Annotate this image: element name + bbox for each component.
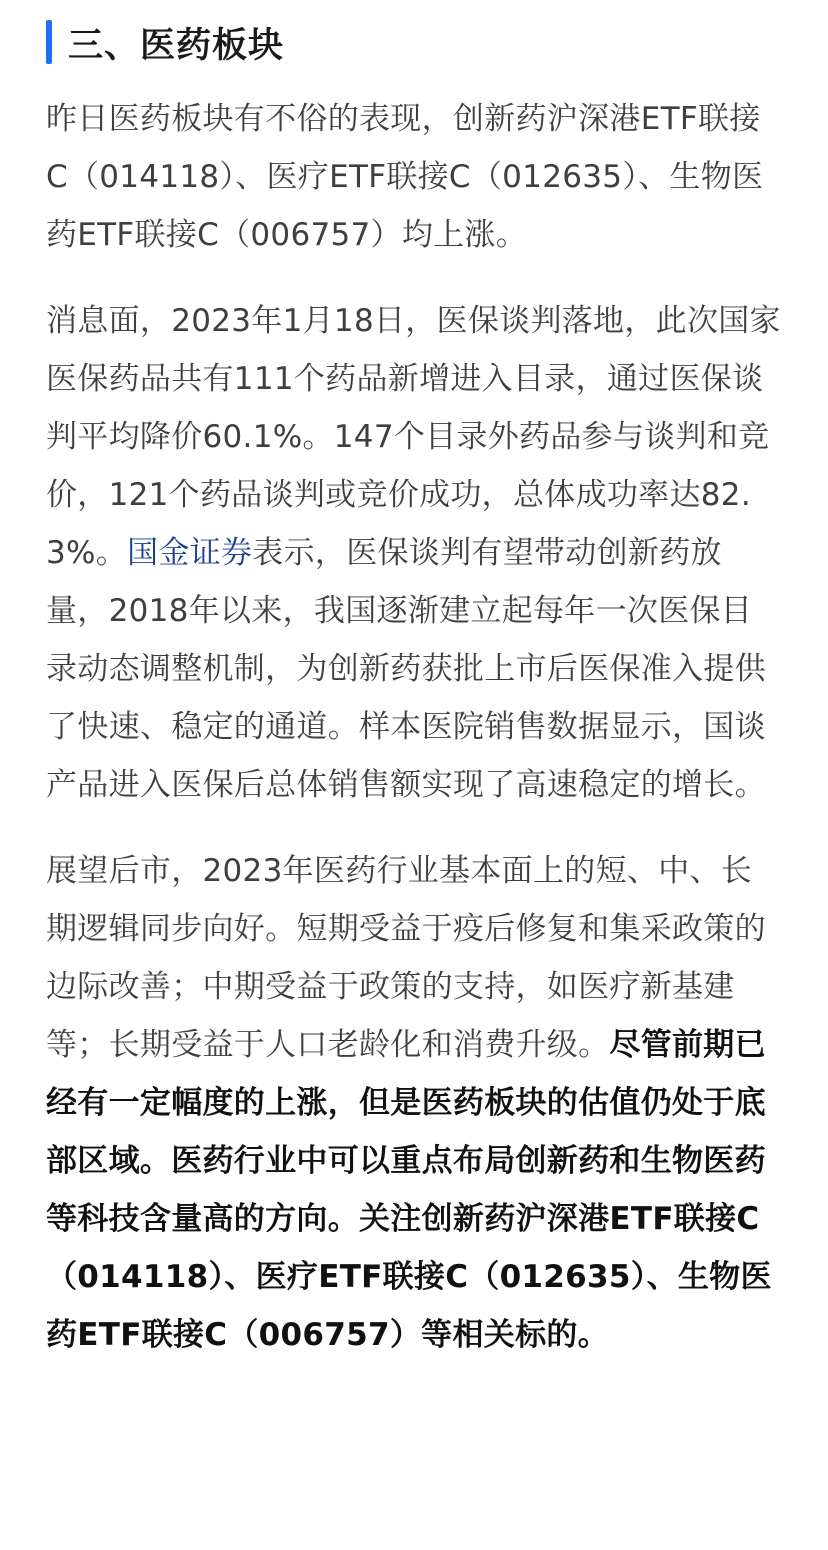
paragraph-news-text-2: 表示，医保谈判有望带动创新药放量，2018年以来，我国逐渐建立起每年一次医保目录动态调整机制，为创新药获批上市后医保准入提供了快速、稳定的通道。样本医院销售数据显示，国谈产品进入医保后总体销售额实现了高速稳定的增长。: [46, 535, 766, 803]
paragraph-outlook-text: 展望后市，2023年医药行业基本面上的短、中、长期逻辑同步向好。短期受益于疫后修复和集采政策的边际改善；中期受益于政策的支持，如医疗新基建等；长期受益于人口老龄化和消费升级。: [46, 853, 766, 1063]
paragraph-outlook: [46, 842, 782, 1364]
paragraph-market-performance-text: 昨日医药板块有不俗的表现，创新药沪深港ETF联接C（014118）、医疗ETF联接C（012635）、生物医药ETF联接C（006757）均上涨。: [46, 101, 764, 253]
section-accent-bar: [46, 20, 52, 64]
guojin-securities-link[interactable]: 国金证券: [127, 535, 253, 571]
paragraph-news: [46, 292, 782, 814]
paragraph-news-text-1: 消息面，2023年1月18日，医保谈判落地，此次国家医保药品共有111个药品新增进入目录，通过医保谈判平均降价60.1%。147个目录外药品参与谈判和竞价，121个药品谈判或竞价成功，总体成功率达82.3%。: [46, 303, 781, 571]
paragraph-market-performance: [46, 90, 782, 264]
paragraph-outlook-bold-text: 尽管前期已经有一定幅度的上涨，但是医药板块的估值仍处于底部区域。医药行业中可以重点布局创新药和生物医药等科技含量高的方向。关注创新药沪深港ETF联接C（014118）、医疗ETF联接C（012635）、生物医药ETF联接C（006757）等相关标的。: [46, 1027, 772, 1353]
section-title: 三、医药板块: [68, 26, 285, 66]
section-header: [46, 0, 782, 86]
